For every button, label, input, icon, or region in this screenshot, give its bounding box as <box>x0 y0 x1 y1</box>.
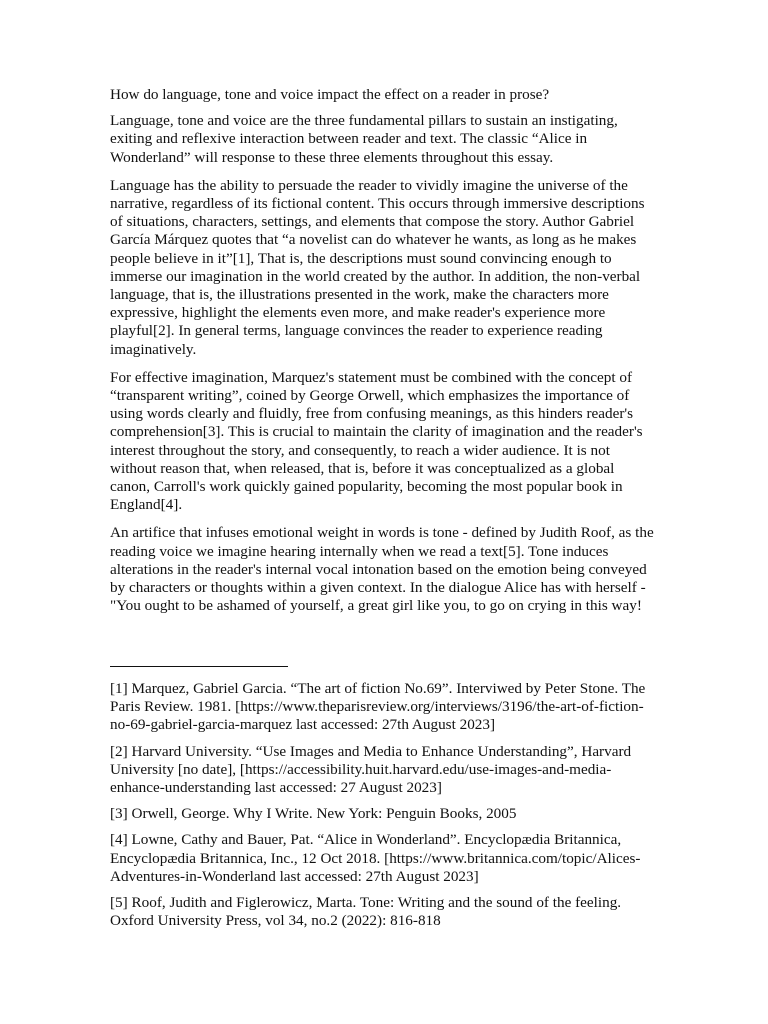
paragraph-intro: Language, tone and voice are the three fundamental pillars to sustain an instigating, exiting and reflexive interaction between reader and text. The classic “Alice in Wonderland” will response to these three elements throughout this essay. <box>110 112 618 166</box>
paragraph-tone: An artifice that infuses emotional weight in words is tone - defined by Judith Roof, as the reading voice we imagine hearing internally when we read a text[5]. Tone induces alterations in the reader's internal vocal intonation based on the emotion being conveyed by characters or thoughts within a given context. In the dialogue Alice has with herself - "You ought to be ashamed of yourself, a great girl like you, to go on crying in this way! <box>110 524 654 615</box>
footnotes-section <box>110 680 658 938</box>
footnote-separator <box>110 666 288 667</box>
footnote-4: [4] Lowne, Cathy and Bauer, Pat. “Alice in Wonderland”. Encyclopædia Britannica, Encyclopædia Britannica, Inc., 12 Oct 2018. [https://www.britannica.com/topic/Alices-Adventures-in-Wonderland last accessed: 27th August 2023] <box>110 831 641 885</box>
footnote-3: [3] Orwell, George. Why I Write. New York: Penguin Books, 2005 <box>110 805 517 823</box>
paragraph-language: Language has the ability to persuade the reader to vividly imagine the universe of the narrative, regardless of its fictional content. This occurs through immersive descriptions of situations, characters, settings, and elements that compose the story. Author Gabriel García Márquez quotes that “a novelist can do whatever he wants, as long as he makes people believe in it”[1], That is, the descriptions must sound convincing enough to immerse our imagination in the world created by the author. In addition, the non-verbal language, that is, the illustrations presented in the work, make the characters more expressive, highlight the elements even more, and make reader's experience more playful[2]. In general terms, language convinces the reader to experience reading imaginatively. <box>110 176 645 358</box>
footnote-2: [2] Harvard University. “Use Images and Media to Enhance Understanding”, Harvard University [no date], [https://accessibility.huit.harvard.edu/use-images-and-media-enhance-understanding last accessed: 27 August 2023] <box>110 742 632 797</box>
essay-question: How do language, tone and voice impact the effect on a reader in prose? <box>110 86 550 103</box>
essay-body <box>110 86 658 625</box>
footnote-1: [1] Marquez, Gabriel Garcia. “The art of fiction No.69”. Interviwed by Peter Stone. The Paris Review. 1981. [https://www.theparisreview.org/interviews/3196/the-art-of-fiction-no-69-gabriel-garcia-marquez last accessed: 27th August 2023] <box>110 680 646 734</box>
paragraph-imagination: For effective imagination, Marquez's statement must be combined with the concept of “transparent writing”, coined by George Orwell, which emphasizes the importance of using words clearly and fluidly, free from confusing meanings, as this hinders reader's comprehension[3]. This is crucial to maintain the clarity of imagination and the reader's interest throughout the story, and consequently, to reach a wider audience. It is not without reason that, when released, that is, before it was conceptualized as a global canon, Carroll's work quickly gained popularity, becoming the most popular book in England[4]. <box>110 368 643 514</box>
footnote-5: [5] Roof, Judith and Figlerowicz, Marta. Tone: Writing and the sound of the feeling. Oxford University Press, vol 34, no.2 (2022): 816-818 <box>110 894 622 930</box>
